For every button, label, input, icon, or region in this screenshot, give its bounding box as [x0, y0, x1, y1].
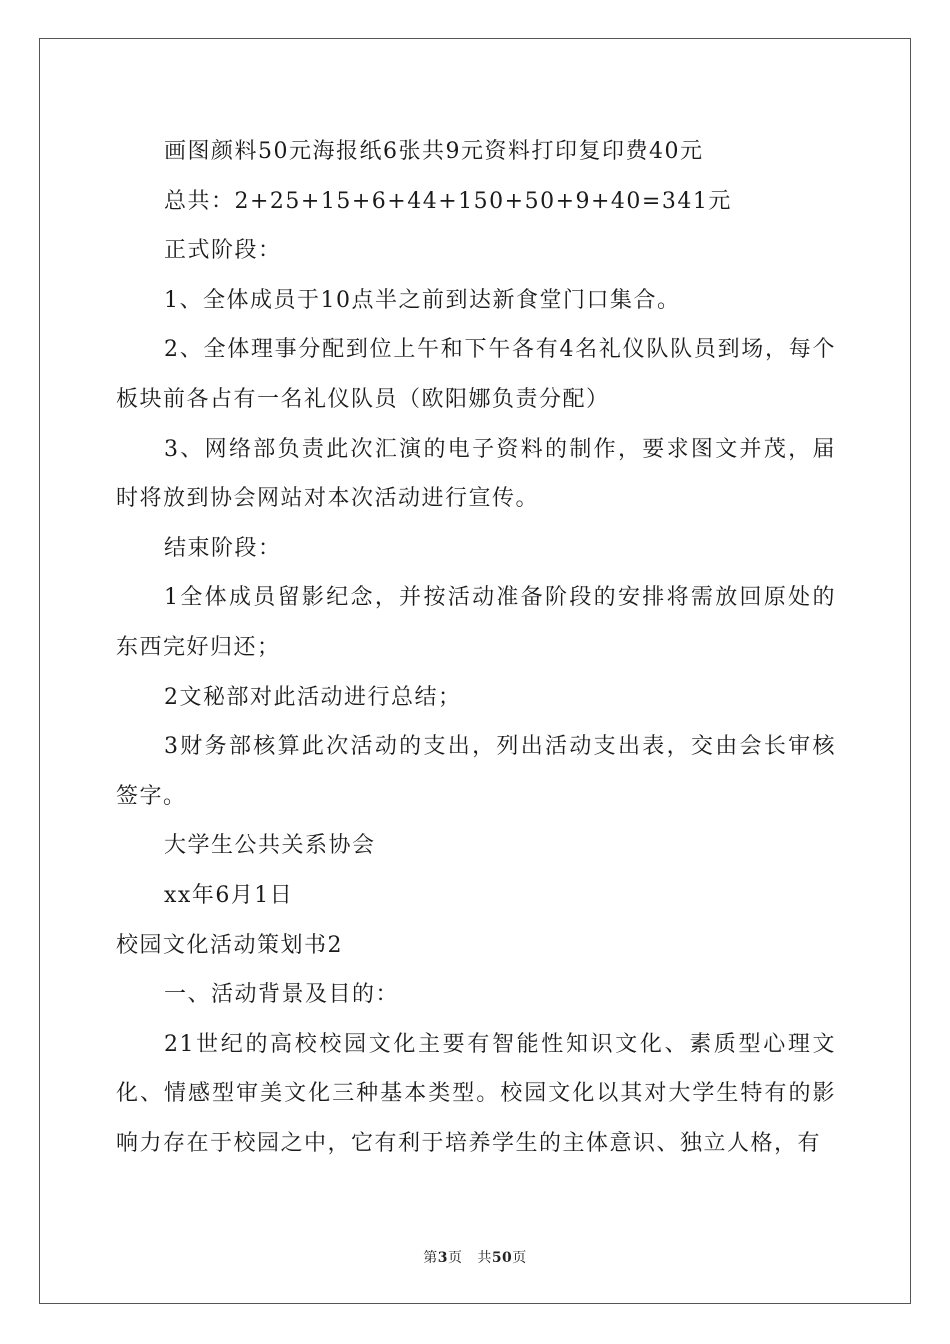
paragraph: 3财务部核算此次活动的支出，列出活动支出表，交由会长审核签字。	[116, 734, 836, 809]
page-suffix: 页	[447, 1250, 463, 1266]
page-prefix: 第	[423, 1250, 438, 1266]
document-body	[116, 127, 836, 1168]
document-title: 校园文化活动策划书2	[116, 932, 343, 958]
paragraph: 总共：2+25+15+6+44+150+50+9+40=341元	[164, 188, 732, 214]
signature-organization: 大学生公共关系协会	[164, 833, 376, 859]
paragraph: 1、全体成员于10点半之前到达新食堂门口集合。	[164, 287, 681, 313]
signature-date: xx年6月1日	[164, 882, 294, 908]
paragraph: 1全体成员留影纪念，并按活动准备阶段的安排将需放回原处的东西完好归还；	[116, 585, 836, 660]
section-heading: 结束阶段：	[164, 535, 282, 561]
section-heading: 一、活动背景及目的：	[164, 982, 400, 1008]
section-heading: 正式阶段：	[164, 238, 282, 264]
paragraph: 2、全体理事分配到位上午和下午各有4名礼仪队队员到场，每个板块前各占有一名礼仪队员（欧阳娜负责分配）	[116, 337, 836, 412]
total-prefix: 共	[477, 1250, 492, 1266]
page-number: 3	[437, 1250, 448, 1266]
paragraph: 2文秘部对此活动进行总结；	[164, 684, 462, 710]
paragraph: 3、网络部负责此次汇演的电子资料的制作，要求图文并茂，届时将放到协会网站对本次活动进行宣传。	[116, 436, 836, 512]
paragraph: 21世纪的高校校园文化主要有智能性知识文化、素质型心理文化、情感型审美文化三种基本类型。校园文化以其对大学生特有的影响力存在于校园之中，它有利于培养学生的主体意识、独立人格，有	[116, 1031, 836, 1156]
total-suffix: 页	[512, 1250, 527, 1266]
paragraph: 画图颜料50元海报纸6张共9元资料打印复印费40元	[164, 139, 704, 164]
page-footer	[0, 1247, 950, 1267]
total-pages: 50	[491, 1250, 513, 1266]
